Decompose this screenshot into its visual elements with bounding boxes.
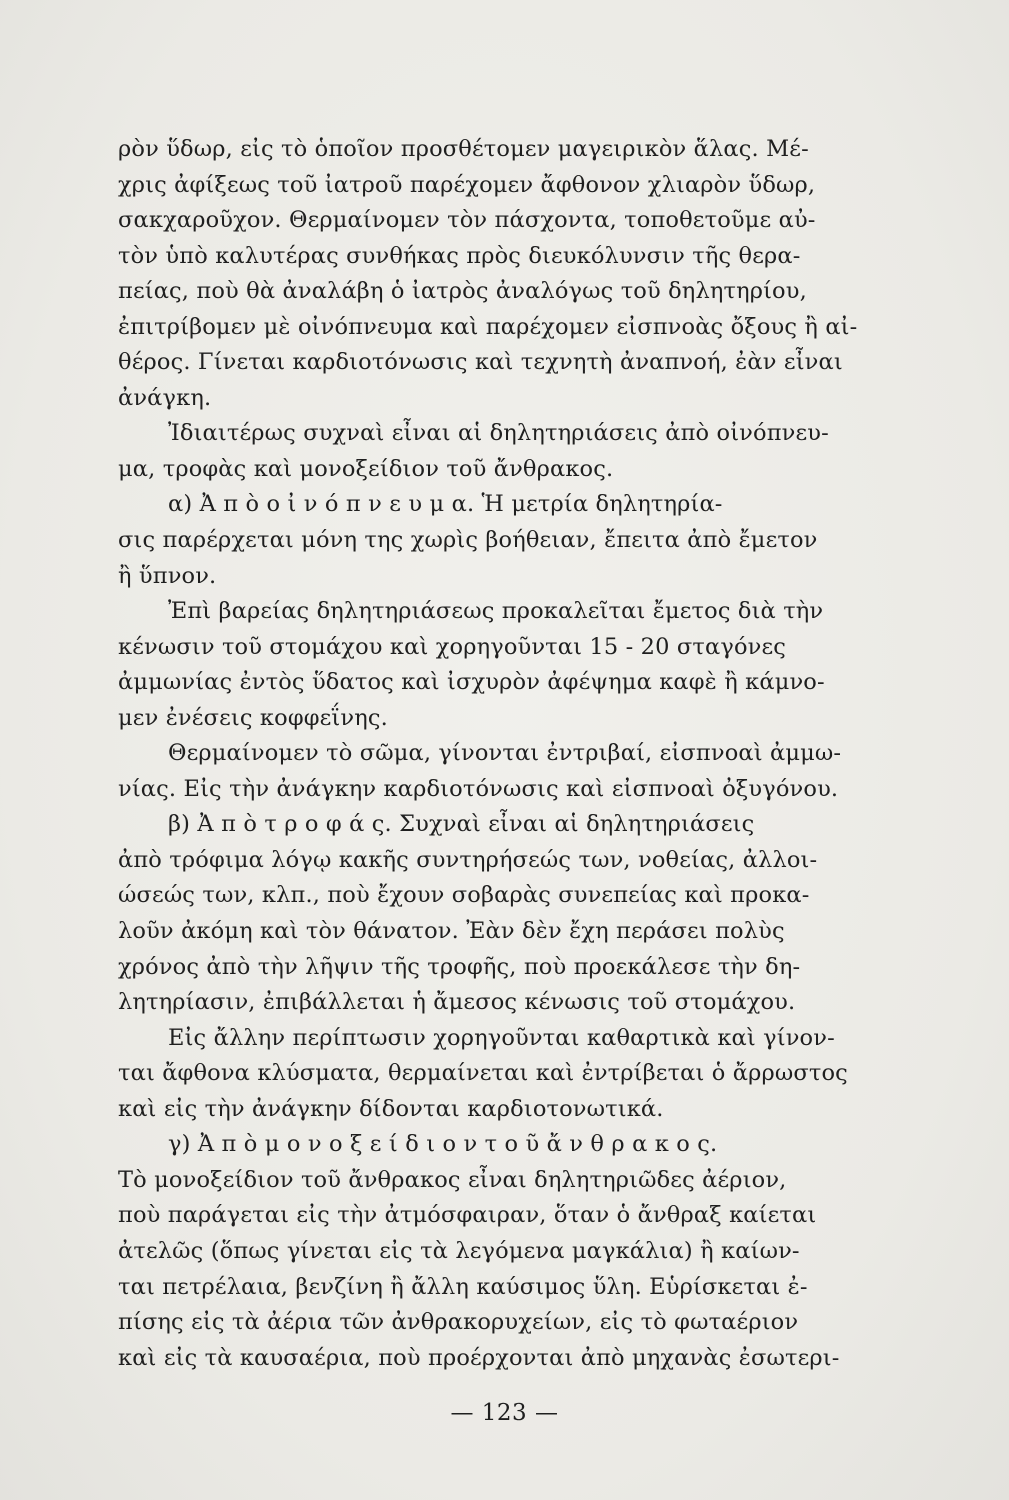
text-line: ται πετρέλαια, βενζίνη ἢ ἄλλη καύσιμος ὕλη. Εὑρίσκεται ἐ- [118, 1273, 808, 1300]
section-heading-c: γ) Ἀ π ὸ μ ο ν ο ξ ε ί δ ι ο ν τ ο ῦ ἄ ν θ ρ α κ ο ς. [168, 1131, 718, 1158]
text-line: τὸν ὑπὸ καλυτέρας συνθήκας πρὸς διευκόλυνσιν τῆς θερα- [118, 242, 801, 269]
text-line: ἐπιτρίβομεν μὲ οἰνόπνευμα καὶ παρέχομεν εἰσπνοὰς ὄξους ἢ αἰ- [118, 313, 858, 340]
paragraph-start: Ἐπὶ βαρείας δηλητηριάσεως προκαλεῖται ἔμετος διὰ τὴν [168, 598, 824, 625]
text-line: σις παρέρχεται μόνη της χωρὶς βοήθειαν, ἔπειτα ἀπὸ ἔμετον [118, 527, 818, 554]
body-text [118, 132, 870, 1376]
section-heading-b: β) Ἀ π ὸ τ ρ ο φ ά ς. Συχναὶ εἶναι αἱ δηλητηριάσεις [168, 811, 755, 838]
text-line: λοῦν ἀκόμη καὶ τὸν θάνατον. Ἐὰν δὲν ἔχη περάσει πολὺς [118, 918, 785, 945]
text-line: ἀμμωνίας ἐντὸς ὕδατος καὶ ἰσχυρὸν ἀφέψημα καφὲ ἢ κάμνο- [118, 669, 825, 696]
text-line: πείας, ποὺ θὰ ἀναλάβη ὁ ἰατρὸς ἀναλόγως τοῦ δηλητηρίου, [118, 278, 807, 305]
text-line: λητηρίασιν, ἐπιβάλλεται ἡ ἄμεσος κένωσις τοῦ στομάχου. [118, 989, 796, 1016]
text-line: χρόνος ἀπὸ τὴν λῆψιν τῆς τροφῆς, ποὺ προεκάλεσε τὴν δη- [118, 953, 801, 980]
text-line: μα, τροφὰς καὶ μονοξείδιον τοῦ ἄνθρακος. [118, 455, 614, 482]
text-line: κένωσιν τοῦ στομάχου καὶ χορηγοῦνται 15 - 20 σταγόνες [118, 633, 787, 660]
paragraph-start: Ἰδιαιτέρως συχναὶ εἶναι αἱ δηλητηριάσεις ἀπὸ οἰνόπνευ- [168, 420, 829, 447]
paragraph-start: Εἰς ἄλλην περίπτωσιν χορηγοῦνται καθαρτικὰ καὶ γίνον- [168, 1024, 835, 1051]
text-line: ώσεώς των, κλπ., ποὺ ἔχουν σοβαρὰς συνεπείας καὶ προκα- [118, 882, 810, 909]
text-line: ἢ ὕπνον. [118, 562, 217, 589]
text-line: ρὸν ὕδωρ, εἰς τὸ ὁποῖον προσθέτομεν μαγειρικὸν ἅλας. Μέ- [118, 136, 809, 162]
section-heading-a: α) Ἀ π ὸ ο ἰ ν ό π ν ε υ μ α. Ἡ μετρία δηλητηρία- [168, 491, 723, 518]
text-line: θέρος. Γίνεται καρδιοτόνωσις καὶ τεχνητὴ ἀναπνοή, ἐὰν εἶναι [118, 349, 843, 376]
text-line: ποὺ παράγεται εἰς τὴν ἀτμόσφαιραν, ὅταν ὁ ἄνθραξ καίεται [118, 1202, 817, 1229]
text-line: χρις ἀφίξεως τοῦ ἰατροῦ παρέχομεν ἄφθονον χλιαρὸν ὕδωρ, [118, 171, 816, 198]
text-line: μεν ἐνέσεις κοφφεΐνης. [118, 704, 388, 731]
text-line: νίας. Εἰς τὴν ἀνάγκην καρδιοτόνωσις καὶ εἰσπνοαὶ ὀξυγόνου. [118, 775, 839, 802]
text-line: ἀπὸ τρόφιμα λόγῳ κακῆς συντηρήσεώς των, νοθείας, ἀλλοι- [118, 846, 818, 873]
text-line: πίσης εἰς τὰ ἀέρια τῶν ἀνθρακορυχείων, εἰς τὸ φωταέριον [118, 1309, 799, 1336]
text-line: Τὸ μονοξείδιον τοῦ ἄνθρακος εἶναι δηλητηριῶδες ἀέριον, [118, 1166, 787, 1193]
text-line: καὶ εἰς τὰ καυσαέρια, ποὺ προέρχονται ἀπὸ μηχανὰς ἐσωτερι- [118, 1344, 840, 1371]
text-line: ἀτελῶς (ὅπως γίνεται εἰς τὰ λεγόμενα μαγκάλια) ἢ καίων- [118, 1237, 800, 1264]
text-line: ται ἄφθονα κλύσματα, θερμαίνεται καὶ ἐντρίβεται ὁ ἄρρωστος [118, 1060, 848, 1087]
page-number: — 123 — [450, 1400, 559, 1426]
text-line: ἀνάγκη. [118, 384, 212, 411]
paragraph-start: Θερμαίνομεν τὸ σῶμα, γίνονται ἐντριβαί, εἰσπνοαὶ ἀμμω- [168, 740, 842, 767]
text-line: καὶ εἰς τὴν ἀνάγκην δίδονται καρδιοτονωτικά. [118, 1095, 664, 1122]
text-line: σακχαροῦχον. Θερμαίνομεν τὸν πάσχοντα, τοποθετοῦμε αὐ- [118, 207, 816, 234]
